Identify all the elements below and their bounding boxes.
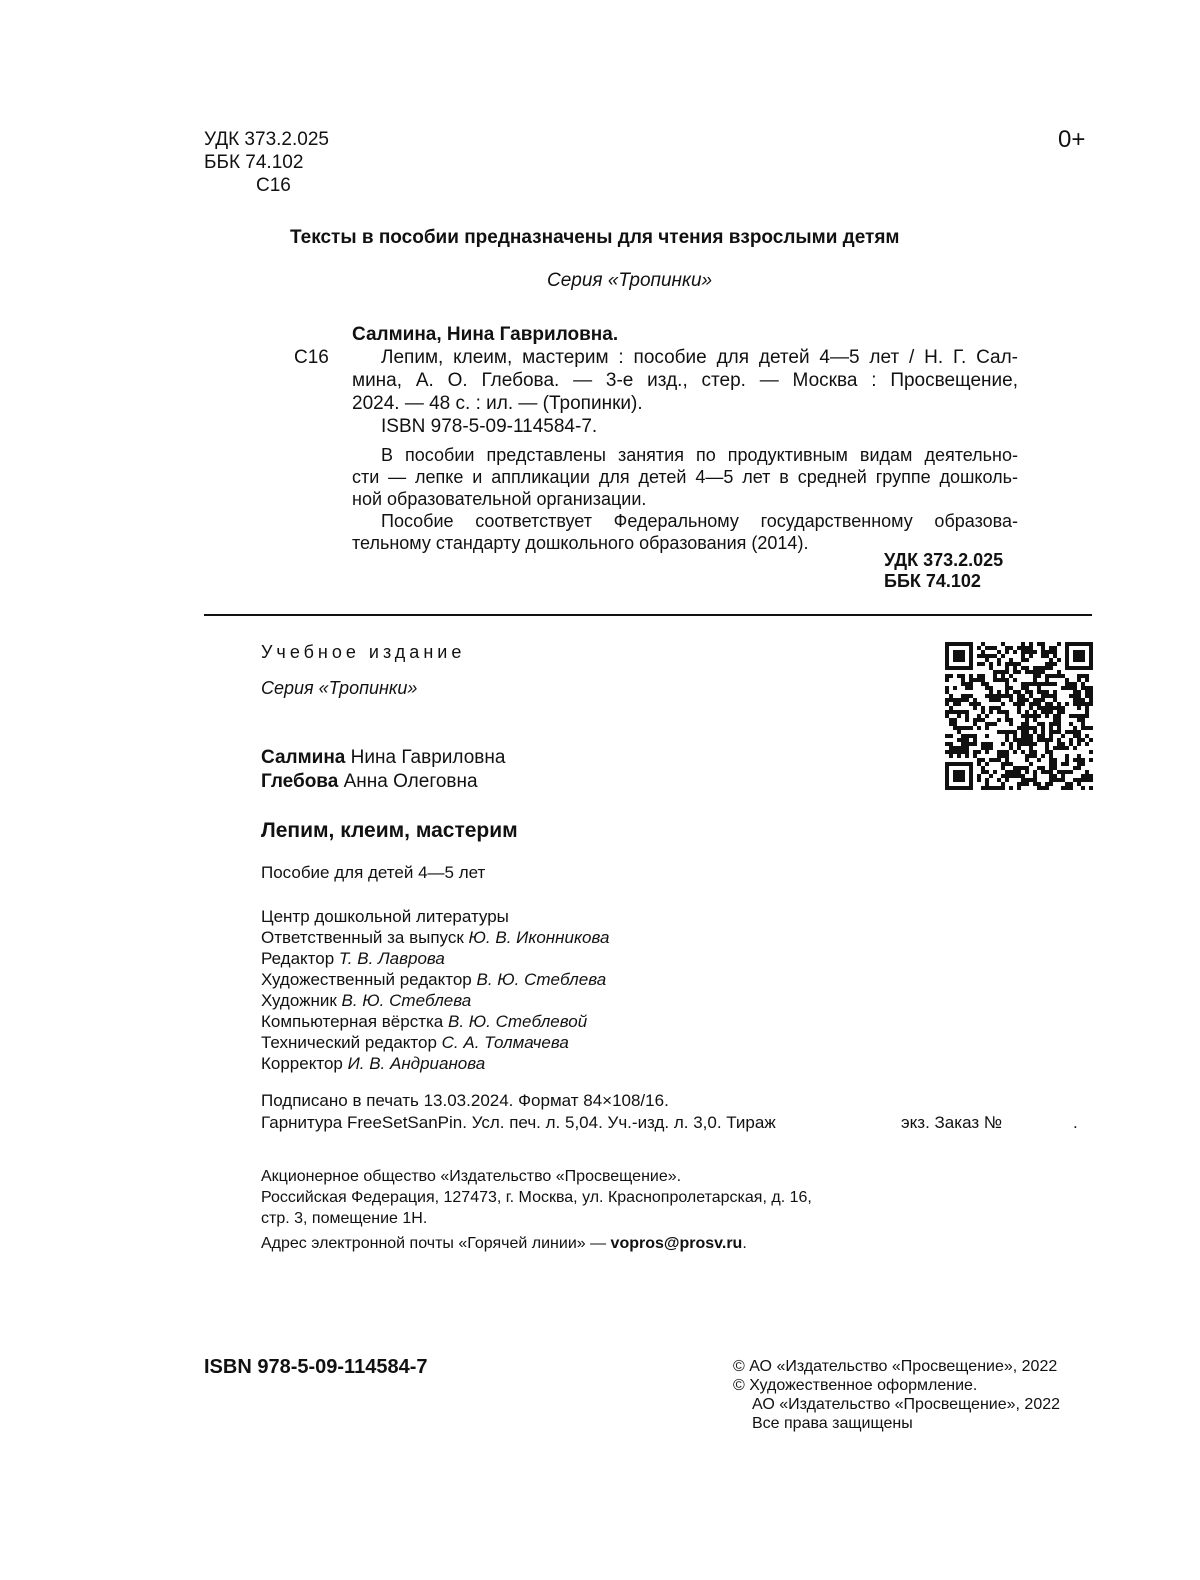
staff-role: Художник	[261, 991, 337, 1010]
staff-block	[261, 906, 609, 1074]
copyright-line: © АО «Издательство «Просвещение», 2022	[733, 1358, 1058, 1375]
catalog-code: С16	[294, 347, 329, 368]
staff-line	[261, 948, 609, 969]
copyright-block	[733, 1357, 1060, 1433]
catalog-abstract	[352, 444, 1018, 554]
hotline	[261, 1233, 747, 1254]
catalog-author: Салмина, Нина Гавриловна.	[352, 324, 619, 345]
qr-code-icon[interactable]	[945, 642, 1093, 790]
staff-line	[261, 969, 609, 990]
author-2	[261, 770, 478, 793]
staff-line	[261, 1032, 609, 1053]
catalog-desc-line: Лепим, клеим, мастерим : пособие для детей 4—5 лет / Н. Г. Сал-	[381, 347, 1018, 368]
staff-line	[261, 1011, 609, 1032]
standard-line: Пособие соответствует Федеральному государственному образова-	[381, 511, 1018, 531]
copyright-line: АО «Издательство «Просвещение», 2022	[752, 1396, 1061, 1413]
abstract-line: сти — лепке и аппликации для детей 4—5 лет в средней группе дошколь-	[352, 467, 1018, 487]
staff-person: С. А. Толмачева	[441, 1033, 569, 1052]
center-name: Центр дошкольной литературы	[261, 907, 509, 926]
print-typeface: Гарнитура FreeSetSanPin. Усл. печ. л. 5,04. Уч.-изд. л. 3,0. Тираж	[261, 1113, 776, 1132]
staff-person: В. Ю. Стеблева	[476, 970, 607, 989]
staff-line	[261, 990, 609, 1011]
staff-person: В. Ю. Стеблевой	[448, 1012, 588, 1031]
catalog-desc-line: мина, А. О. Глебова. — 3-е изд., стер. — Москва : Просвещение,	[352, 370, 1018, 391]
abstract-line: ной образовательной организации.	[352, 489, 647, 509]
staff-role: Редактор	[261, 949, 335, 968]
staff-line	[261, 927, 609, 948]
udk-code: УДК 373.2.025	[204, 129, 329, 150]
staff-person: Т. В. Лаврова	[338, 949, 445, 968]
author-given-name: Нина Гавриловна	[350, 747, 506, 768]
hotline-label: Адрес электронной почты «Горячей линии» —	[261, 1235, 607, 1252]
author-surname: Глебова	[261, 771, 339, 792]
catalog-isbn: ISBN 978-5-09-114584-7.	[381, 416, 598, 437]
staff-role: Ответственный за выпуск	[261, 928, 464, 947]
publisher-line: Акционерное общество «Издательство «Просвещение».	[261, 1168, 682, 1185]
staff-person: И. В. Андрианова	[347, 1054, 486, 1073]
print-signed: Подписано в печать 13.03.2024. Формат 84×108/16.	[261, 1091, 669, 1110]
publisher-block	[261, 1166, 812, 1229]
divider-line	[204, 614, 1092, 616]
author-1	[261, 746, 505, 769]
staff-person: Ю. В. Иконникова	[468, 928, 610, 947]
copyright-line: Все права защищены	[752, 1415, 913, 1432]
series-top: Серия «Тропинки»	[547, 270, 713, 291]
catalog-bbk: ББК 74.102	[884, 571, 981, 591]
author-mark: С16	[256, 175, 291, 196]
staff-person: В. Ю. Стеблева	[341, 991, 472, 1010]
catalog-desc-line: 2024. — 48 с. : ил. — (Тропинки).	[352, 393, 643, 414]
staff-line	[261, 1053, 609, 1074]
publisher-line: Российская Федерация, 127473, г. Москва, ул. Краснопролетарская, д. 16,	[261, 1189, 812, 1206]
book-title: Лепим, клеим, мастерим	[261, 819, 518, 842]
hotline-email-link[interactable]: vopros@prosv.ru	[610, 1235, 743, 1252]
staff-role: Технический редактор	[261, 1033, 437, 1052]
bbk-code: ББК 74.102	[204, 152, 304, 173]
footer-isbn: ISBN 978-5-09-114584-7	[204, 1356, 428, 1378]
standard-line: тельному стандарту дошкольного образования (2014).	[352, 533, 809, 553]
imprint-series: Серия «Тропинки»	[261, 678, 418, 698]
book-subtitle: Пособие для детей 4—5 лет	[261, 863, 486, 882]
catalog-description	[352, 346, 1018, 438]
staff-role: Художественный редактор	[261, 970, 472, 989]
author-given-name: Анна Олеговна	[343, 771, 478, 792]
print-order-end: .	[1073, 1113, 1078, 1132]
staff-role: Корректор	[261, 1054, 343, 1073]
print-order: экз. Заказ №	[901, 1113, 1003, 1132]
copyright-line: © Художественное оформление.	[733, 1377, 978, 1394]
notice: Тексты в пособии предназначены для чтения взрослыми детям	[290, 227, 900, 248]
edition-type: Учебное издание	[261, 642, 466, 662]
age-rating: 0+	[1058, 126, 1086, 153]
author-surname: Салмина	[261, 747, 346, 768]
catalog-udk: УДК 373.2.025	[884, 550, 1004, 570]
hotline-suffix: .	[742, 1235, 747, 1252]
staff-role: Компьютерная вёрстка	[261, 1012, 444, 1031]
publisher-line: стр. 3, помещение 1Н.	[261, 1210, 428, 1227]
abstract-line: В пособии представлены занятия по продуктивным видам деятельно-	[381, 445, 1018, 465]
